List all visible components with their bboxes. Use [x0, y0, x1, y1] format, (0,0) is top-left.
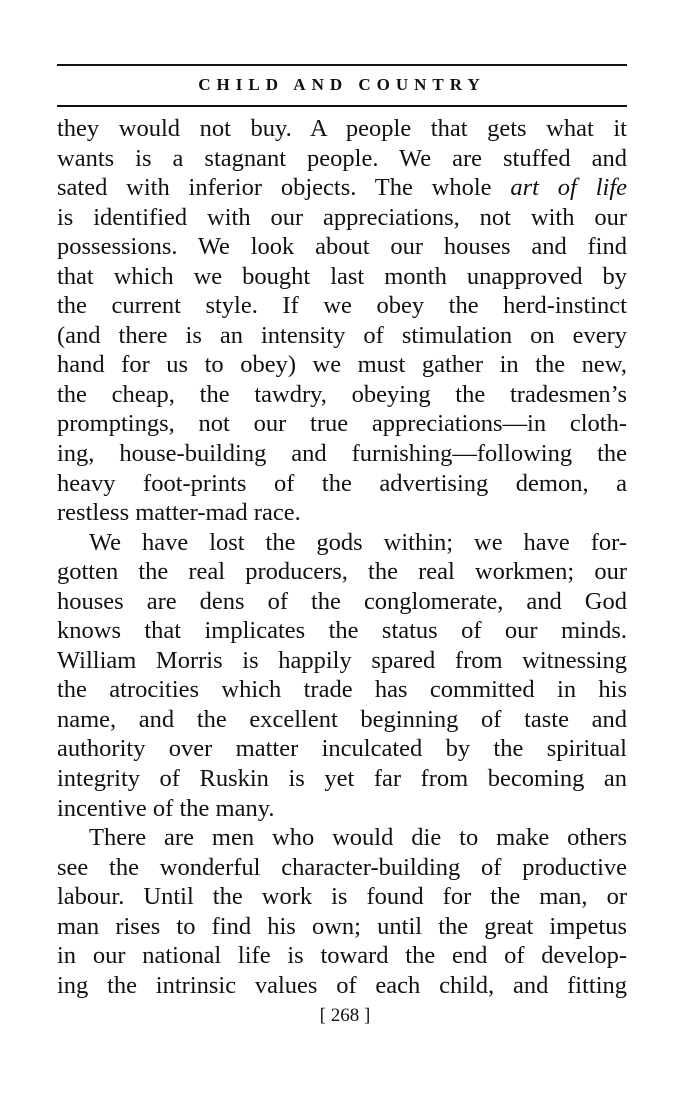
text-line [57, 232, 627, 262]
text-run: that which we bought last month unapproved by [57, 262, 627, 290]
paragraph [57, 114, 627, 528]
text-line [57, 439, 627, 469]
text-line [57, 262, 627, 292]
page-number: [ 268 ] [319, 1005, 371, 1026]
text-run: they would not buy. A people that gets what it [57, 115, 627, 142]
text-line [57, 794, 627, 824]
text-line [57, 114, 627, 144]
text-run: wants is a stagnant people. We are stuffed and [57, 144, 627, 172]
running-head: CHILD AND COUNTRY [198, 75, 486, 94]
text-run: authority over matter inculcated by the spiritual [57, 735, 627, 763]
text-line [57, 350, 627, 380]
text-line [57, 409, 627, 439]
text-run: houses are dens of the conglomerate, and God [57, 587, 627, 615]
text-line [57, 173, 627, 203]
paragraph [57, 823, 627, 1000]
body-text [57, 114, 627, 1000]
text-run: in our national life is toward the end of develop- [57, 942, 627, 970]
text-run: ing, house-building and furnishing—following the [57, 440, 627, 468]
text-line [57, 941, 627, 971]
text-run: heavy foot-prints of the advertising demon, a [57, 469, 627, 497]
text-line [57, 321, 627, 351]
text-line [57, 144, 627, 174]
text-run: is identified with our appreciations, not with our [57, 203, 627, 231]
text-line [57, 528, 627, 558]
text-run: sated with inferior objects. The whole [57, 174, 511, 202]
text-run: knows that implicates the status of our minds. [57, 617, 627, 645]
text-run: William Morris is happily spared from witnessing [57, 646, 627, 674]
text-run: man rises to find his own; until the great impetus [57, 912, 627, 940]
italic-phrase: art of life [510, 174, 627, 202]
text-line [57, 616, 627, 646]
text-run: ing the intrinsic values of each child, and fitting [57, 971, 627, 999]
text-line [57, 705, 627, 735]
text-line [57, 291, 627, 321]
text-line [57, 971, 627, 1001]
text-line [57, 912, 627, 942]
text-run: the atrocities which trade has committed in his [57, 676, 627, 704]
text-run: gotten the real producers, the real workmen; our [57, 558, 627, 586]
text-run: hand for us to obey) we must gather in the new, [57, 351, 627, 379]
text-line [57, 380, 627, 410]
text-line [57, 734, 627, 764]
header-rule-bottom [57, 105, 627, 107]
text-run: see the wonderful character-building of productive [57, 853, 627, 881]
text-run: We have lost the gods within; we have for- [89, 528, 627, 556]
text-run: There are men who would die to make others [89, 824, 627, 852]
header-rule-top [57, 64, 627, 66]
text-line [57, 203, 627, 233]
text-run: integrity of Ruskin is yet far from becoming an [57, 765, 627, 793]
paragraph [57, 528, 627, 823]
text-line [57, 498, 627, 528]
text-line [57, 557, 627, 587]
text-line [57, 823, 627, 853]
text-line [57, 587, 627, 617]
text-line [57, 882, 627, 912]
text-run: the cheap, the tawdry, obeying the tradesmen’s [57, 380, 627, 408]
text-run: labour. Until the work is found for the man, or [57, 883, 627, 911]
text-run: the current style. If we obey the herd-instinct [57, 292, 627, 320]
text-line [57, 675, 627, 705]
text-run: possessions. We look about our houses and find [57, 233, 627, 261]
text-run: restless matter-mad race. [57, 499, 301, 527]
text-line [57, 469, 627, 499]
text-run: name, and the excellent beginning of taste and [57, 705, 627, 733]
text-line [57, 764, 627, 794]
text-line [57, 853, 627, 883]
text-run: promptings, not our true appreciations—in cloth- [57, 410, 627, 438]
text-line [57, 646, 627, 676]
text-run: incentive of the many. [57, 794, 275, 822]
text-run: (and there is an intensity of stimulation on every [57, 321, 627, 349]
